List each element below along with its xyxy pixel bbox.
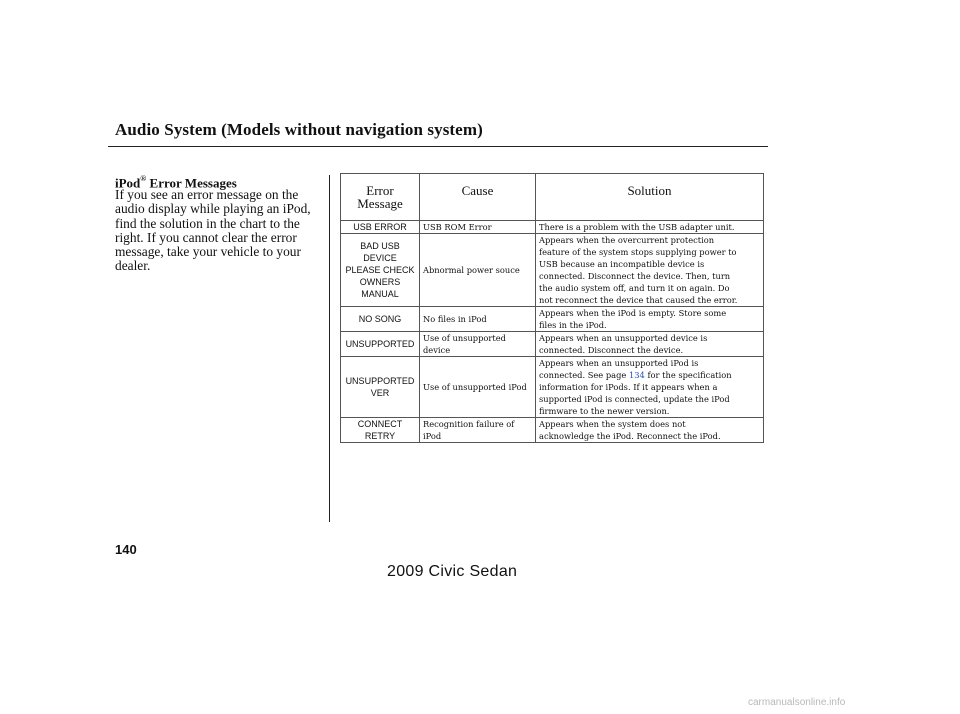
- watermark-text: carmanualsonline.info: [748, 697, 846, 708]
- section-title-ipod: iPod: [115, 175, 141, 191]
- error-message-text: USB ERROR: [353, 222, 407, 232]
- error-message-text: UNSUPPORTED: [345, 339, 415, 349]
- intro-paragraph: If you see an error message on the audio display while playing an iPod, find the solution in the chart to the right. If you cannot clear the error message, take your vehicle to your dealer.: [115, 187, 311, 274]
- section-title-rest: Error Messages: [146, 175, 237, 191]
- solution-text: firmware to the newer version.: [539, 406, 670, 416]
- cause-cell: [420, 332, 536, 357]
- cause-text: Use of unsupported iPod: [423, 382, 527, 392]
- table-row: [341, 221, 764, 234]
- solution-cell: [536, 307, 764, 332]
- error-message-text: BAD USB: [360, 241, 400, 251]
- table-row: [341, 234, 764, 307]
- solution-text: [539, 369, 760, 381]
- header-divider: [108, 146, 768, 147]
- error-message-cell: [341, 307, 420, 332]
- solution-cell: [536, 332, 764, 357]
- solution-text: supported iPod is connected, update the iPod: [539, 394, 730, 404]
- table-row: [341, 307, 764, 332]
- table-row: [341, 418, 764, 443]
- column-header-solution: Solution: [536, 174, 764, 221]
- cause-text: No files in iPod: [423, 314, 487, 324]
- error-message-text: UNSUPPORTED: [345, 376, 415, 386]
- solution-text: Appears when the iPod is empty. Store some: [539, 308, 727, 318]
- solution-text: Appears when an unsupported device is: [539, 333, 708, 343]
- error-messages-table: [340, 173, 764, 443]
- solution-text: Appears when the overcurrent protection: [539, 235, 715, 245]
- column-header-message-line: Error: [366, 183, 394, 198]
- cause-text: Recognition failure of: [423, 419, 515, 429]
- footer-model-label: 2009 Civic Sedan: [387, 563, 518, 580]
- error-message-text: NO SONG: [358, 314, 402, 324]
- solution-text: not reconnect the device that caused the error.: [539, 295, 738, 305]
- error-message-cell: [341, 332, 420, 357]
- error-message-cell: [341, 234, 420, 307]
- cause-text: Use of unsupported: [423, 333, 506, 343]
- error-message-cell: [341, 221, 420, 234]
- solution-text: the audio system off, and turn it on again. Do: [539, 283, 730, 293]
- column-header-cause: Cause: [420, 174, 536, 221]
- cause-text: Abnormal power souce: [423, 265, 520, 275]
- solution-text-part: for the specification: [644, 370, 732, 380]
- solution-text: feature of the system stops supplying power to: [539, 247, 737, 257]
- solution-cell: [536, 357, 764, 418]
- table-header-row: [341, 174, 764, 221]
- error-message-cell: [341, 357, 420, 418]
- solution-text: USB because an incompatible device is: [539, 259, 705, 269]
- cause-text: iPod: [423, 431, 442, 441]
- registered-mark: ®: [140, 174, 147, 183]
- solution-cell: [536, 221, 764, 234]
- table-row: [341, 357, 764, 418]
- error-message-cell: [341, 418, 420, 443]
- page-header-title: Audio System (Models without navigation system): [115, 120, 483, 139]
- cause-cell: [420, 418, 536, 443]
- error-message-text: MANUAL: [361, 289, 399, 299]
- solution-cell: [536, 418, 764, 443]
- error-message-text: DEVICE: [363, 253, 397, 263]
- solution-text: connected. Disconnect the device. Then, turn: [539, 271, 731, 281]
- error-message-text: RETRY: [364, 431, 396, 441]
- solution-text: There is a problem with the USB adapter unit.: [539, 222, 735, 232]
- solution-cell: [536, 234, 764, 307]
- cause-text: device: [423, 345, 451, 355]
- solution-text: information for iPods. If it appears when a: [539, 382, 718, 392]
- error-message-text: VER: [370, 388, 390, 398]
- cause-cell: [420, 307, 536, 332]
- column-header-message-line: Message: [357, 196, 403, 211]
- column-divider: [329, 175, 330, 522]
- error-message-text: PLEASE CHECK: [345, 265, 415, 275]
- solution-text: connected. Disconnect the device.: [539, 345, 684, 355]
- table-row: [341, 332, 764, 357]
- solution-text: Appears when the system does not: [539, 419, 686, 429]
- error-message-text: CONNECT: [357, 419, 403, 429]
- page-link-134[interactable]: 134: [628, 370, 645, 380]
- cause-cell: [420, 357, 536, 418]
- solution-text: Appears when an unsupported iPod is: [539, 358, 699, 368]
- column-header-message: [341, 174, 420, 221]
- cause-text: USB ROM Error: [423, 222, 492, 232]
- page-number: 140: [115, 542, 137, 557]
- solution-text-part: connected. See page: [539, 370, 629, 380]
- solution-text: files in the iPod.: [539, 320, 607, 330]
- error-message-text: OWNERS: [359, 277, 401, 287]
- solution-text: acknowledge the iPod. Reconnect the iPod.: [539, 431, 721, 441]
- cause-cell: [420, 234, 536, 307]
- cause-cell: [420, 221, 536, 234]
